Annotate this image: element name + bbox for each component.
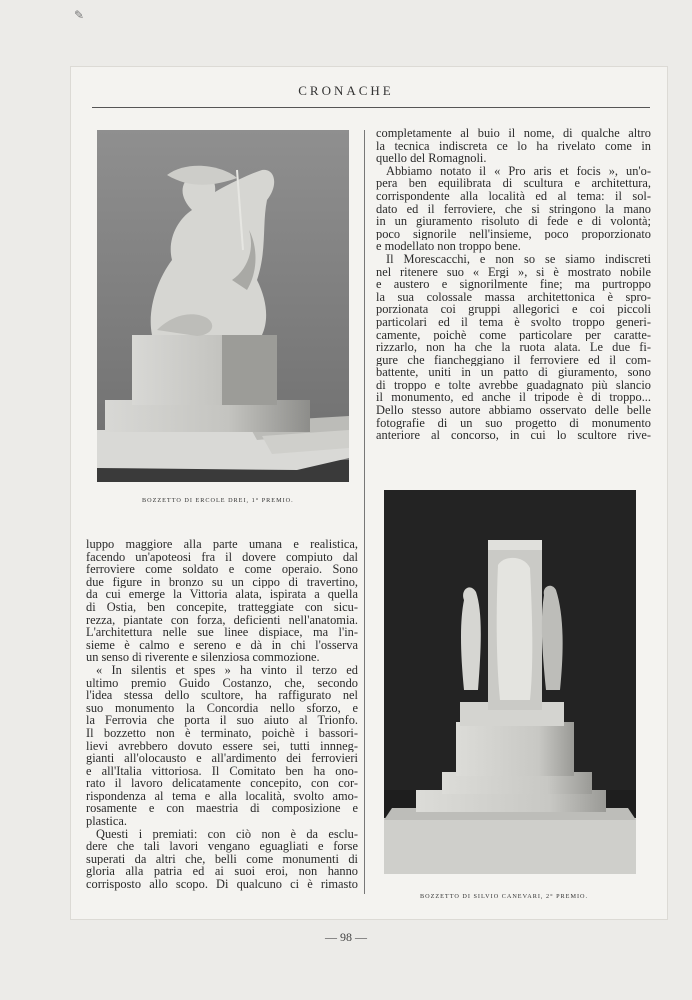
text-line: due figure in bronzo su un cippo di travertino, bbox=[86, 575, 358, 589]
text-line: corrispondente alla località ed al tema: il sol- bbox=[376, 189, 651, 203]
text-line: poco signorile nell'insieme, poco proporzionato bbox=[376, 227, 651, 241]
text-line: nel ritenere suo « Ergi », si è mostrato nobile bbox=[376, 265, 651, 279]
text-line: Il bozzetto non è terminato, poichè i bassori- bbox=[86, 726, 358, 740]
text-line: di Ostia, ben concepite, tratteggiate con sicu- bbox=[86, 600, 358, 614]
text-line: ultimo premio Guido Costanzo, che, secondo bbox=[86, 676, 358, 690]
left-column-text bbox=[86, 538, 358, 891]
text-line: particolari ed il tema è svolto troppo generi- bbox=[376, 315, 651, 329]
margin-mark: ✎ bbox=[74, 8, 85, 22]
text-line: superati da altri che, belli come monumenti di bbox=[86, 852, 358, 866]
text-line: la Ferrovia che porta il suo aiuto al Trionfo. bbox=[86, 714, 358, 727]
text-line: Questi i premiati: con ciò non è da esclu- bbox=[96, 827, 358, 841]
text-line: di troppo e tolte avrebbe guadagnato più slancio bbox=[376, 378, 651, 392]
text-line: dato ed il ferroviere, che si stringono la mano bbox=[376, 202, 651, 216]
text-line: un senso di riverente e silenziosa commozione. bbox=[86, 651, 320, 664]
text-line: da cui emerge la Vittoria alata, ispirata a quella bbox=[86, 588, 358, 601]
text-line: pera ben equilibrata di scultura e architettura, bbox=[376, 177, 651, 190]
text-line: battente, uniti in un patto di giuramento, sono bbox=[376, 366, 651, 379]
text-line: camente, poichè come particolare per caratte- bbox=[376, 328, 651, 342]
right-column-text bbox=[376, 127, 651, 442]
text-line: rispondenza al tema e alla località, svolto amo- bbox=[86, 789, 358, 803]
sculpture-drei-image bbox=[97, 130, 349, 482]
text-line: la sua colossale massa architettonica è spro- bbox=[376, 290, 651, 304]
text-line: e modellato non troppo bene. bbox=[376, 240, 521, 253]
text-line: L'architettura nelle sue linee dispiace, ma l'in- bbox=[86, 626, 358, 639]
text-line: anteriore al concorso, in cui lo scultore rive- bbox=[376, 429, 651, 442]
figure-caption-2: BOZZETTO DI SILVIO CANEVARI, 2° PREMIO. bbox=[420, 893, 589, 900]
text-line: rosamente e con maestria di composizione e bbox=[86, 802, 358, 816]
header-rule bbox=[92, 107, 650, 108]
text-line: dere che tali lavori vengano eguagliati e forse bbox=[86, 840, 358, 853]
text-line: Il Morescacchi, e non so se siamo indiscreti bbox=[386, 252, 651, 266]
text-line: facendo un'apoteosi fra il dovere compiuto dal bbox=[86, 550, 358, 564]
text-line: gianti all'olocausto e all'ardimento dei ferrovieri bbox=[86, 752, 358, 765]
text-line: gure che fiancheggiano il ferroviere ed il com- bbox=[376, 353, 651, 367]
text-line: sieme è calmo e sereno e dà in chi l'osserva bbox=[86, 638, 358, 652]
text-line: la tecnica indiscreta ce lo ha rivelato come in bbox=[376, 139, 651, 153]
text-line: in un giuramento risoluto di fede e di volontà; bbox=[376, 215, 651, 228]
text-line: il monumento, ed anche il tripode è di troppo... bbox=[376, 391, 651, 405]
text-line: quello del Romagnoli. bbox=[376, 152, 487, 165]
text-line: rizzarlo, non ha che la ruota alata. Le due fi- bbox=[376, 341, 651, 354]
page-number: — 98 — bbox=[325, 930, 367, 944]
text-line: Dello stesso autore abbiamo osservato delle belle bbox=[376, 404, 651, 417]
running-header: CRONACHE bbox=[298, 83, 394, 98]
text-line: corrisposto allo scopo. Di qualcuno ci è rimasto bbox=[86, 878, 358, 891]
text-line: suo monumento la Concordia nello sforzo, e bbox=[86, 701, 358, 715]
text-line: lievi avrebbero dovuto essere sei, tutti innneg- bbox=[86, 739, 358, 753]
text-line: completamente al buio il nome, di qualche altro bbox=[376, 127, 651, 140]
photo-bozzetto-canevari bbox=[384, 490, 636, 874]
figure-caption-1: BOZZETTO DI ERCOLE DREI, 1° PREMIO. bbox=[142, 497, 294, 504]
text-line: Abbiamo notato il « Pro aris et focis », un'o- bbox=[386, 164, 651, 178]
text-line: e austero e signorilmente fine; ma purtroppo bbox=[376, 278, 651, 291]
text-line: plastica. bbox=[86, 815, 127, 828]
photo-bozzetto-drei bbox=[97, 130, 349, 482]
text-line: luppo maggiore alla parte umana e realistica, bbox=[86, 538, 358, 551]
text-line: l'idea stessa dello scultore, ha raffigurato nel bbox=[86, 689, 358, 702]
text-line: rezza, piantate con forza, deficienti nell'anatomia. bbox=[86, 613, 358, 627]
text-line: ferroviere come soldato e come operaio. Sono bbox=[86, 563, 358, 576]
text-line: « In silentis et spes » ha vinto il terzo ed bbox=[96, 663, 358, 677]
sculpture-canevari-image bbox=[384, 490, 636, 874]
text-line: fotografie di un suo progetto di monumento bbox=[376, 416, 651, 430]
text-line: rato il lavoro delicatamente concepito, con cor- bbox=[86, 777, 358, 790]
text-line: gloria alla patria ed ai suoi eroi, non hanno bbox=[86, 865, 358, 879]
text-line: e all'Italia vittoriosa. Il Comitato ben ha ono- bbox=[86, 764, 358, 778]
text-line: porzionata coi gruppi allegorici e coi piccoli bbox=[376, 303, 651, 316]
column-rule bbox=[364, 130, 365, 894]
